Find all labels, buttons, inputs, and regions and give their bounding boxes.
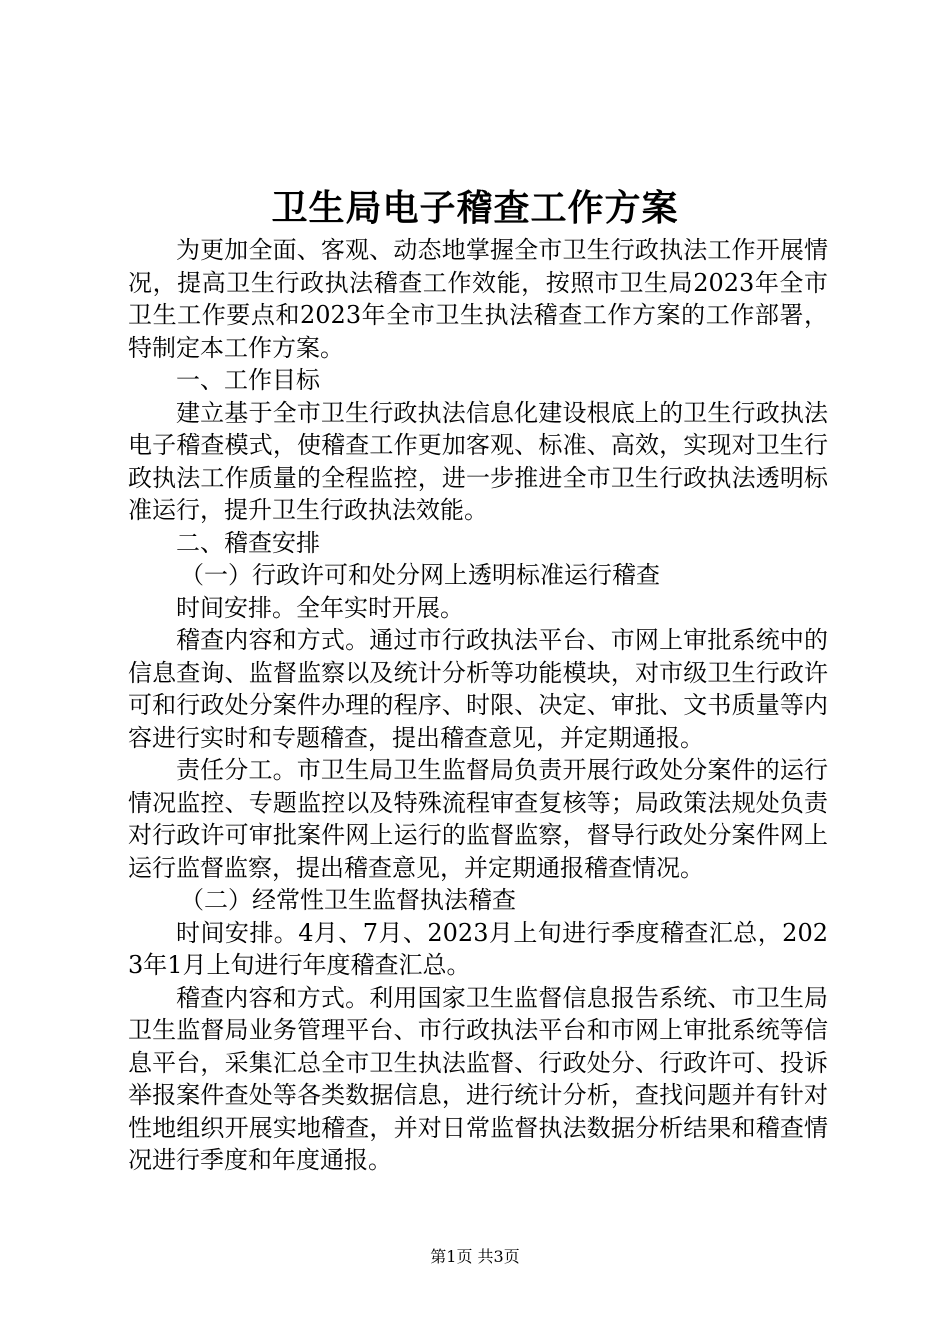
online-audit-schedule: 时间安排。全年实时开展。	[176, 593, 464, 622]
routine-audit-schedule: 时间安排。4月、7月、2023月上旬进行季度稽查汇总，2023年1月上旬进行年度稽查汇总。	[128, 918, 828, 979]
document-title: 卫生局电子稽查工作方案	[271, 187, 679, 229]
online-audit-responsibility: 责任分工。市卫生局卫生监督局负责开展行政处分案件的运行情况监控、专题监控以及特殊流程审查复核等；局政策法规处负责对行政许可审批案件网上运行的监督监察，督导行政处分案件网上运行监督监察，提出稽查意见，并定期通报稽查情况。	[128, 756, 828, 882]
section-heading-goals: 一、工作目标	[176, 366, 320, 394]
online-audit-content: 稽查内容和方式。通过市行政执法平台、市网上审批系统中的信息查询、监督监察以及统计分析等功能模块，对市级卫生行政许可和行政处分案件办理的程序、时限、决定、审批、文书质量等内容进行实时和专题稽查，提出稽查意见，并定期通报。	[128, 626, 828, 752]
intro-paragraph: 为更加全面、客观、动态地掌握全市卫生行政执法工作开展情况，提高卫生行政执法稽查工作效能，按照市卫生局2023年全市卫生工作要点和2023年全市卫生执法稽查工作方案的工作部署，特制定本工作方案。	[128, 236, 828, 362]
subsection-heading-routine-audit: （二）经常性卫生监督执法稽查	[180, 886, 516, 914]
section-heading-arrangement: 二、稽查安排	[176, 528, 320, 557]
goals-paragraph: 建立基于全市卫生行政执法信息化建设根底上的卫生行政执法电子稽查模式，使稽查工作更加客观、标准、高效，实现对卫生行政执法工作质量的全程监控，进一步推进全市卫生行政执法透明标准运行，提升卫生行政执法效能。	[128, 398, 828, 524]
document-body	[128, 234, 828, 1177]
subsection-heading-online-audit: （一）行政许可和处分网上透明标准运行稽查	[180, 561, 660, 589]
page-footer: 第1页 共3页	[430, 1247, 520, 1266]
routine-audit-content: 稽查内容和方式。利用国家卫生监督信息报告系统、市卫生局卫生监督局业务管理平台、市行政执法平台和市网上审批系统等信息平台，采集汇总全市卫生执法监督、行政处分、行政许可、投诉举报案件查处等各类数据信息，进行统计分析，查找问题并有针对性地组织开展实地稽查，并对日常监督执法数据分析结果和稽查情况进行季度和年度通报。	[128, 983, 828, 1174]
